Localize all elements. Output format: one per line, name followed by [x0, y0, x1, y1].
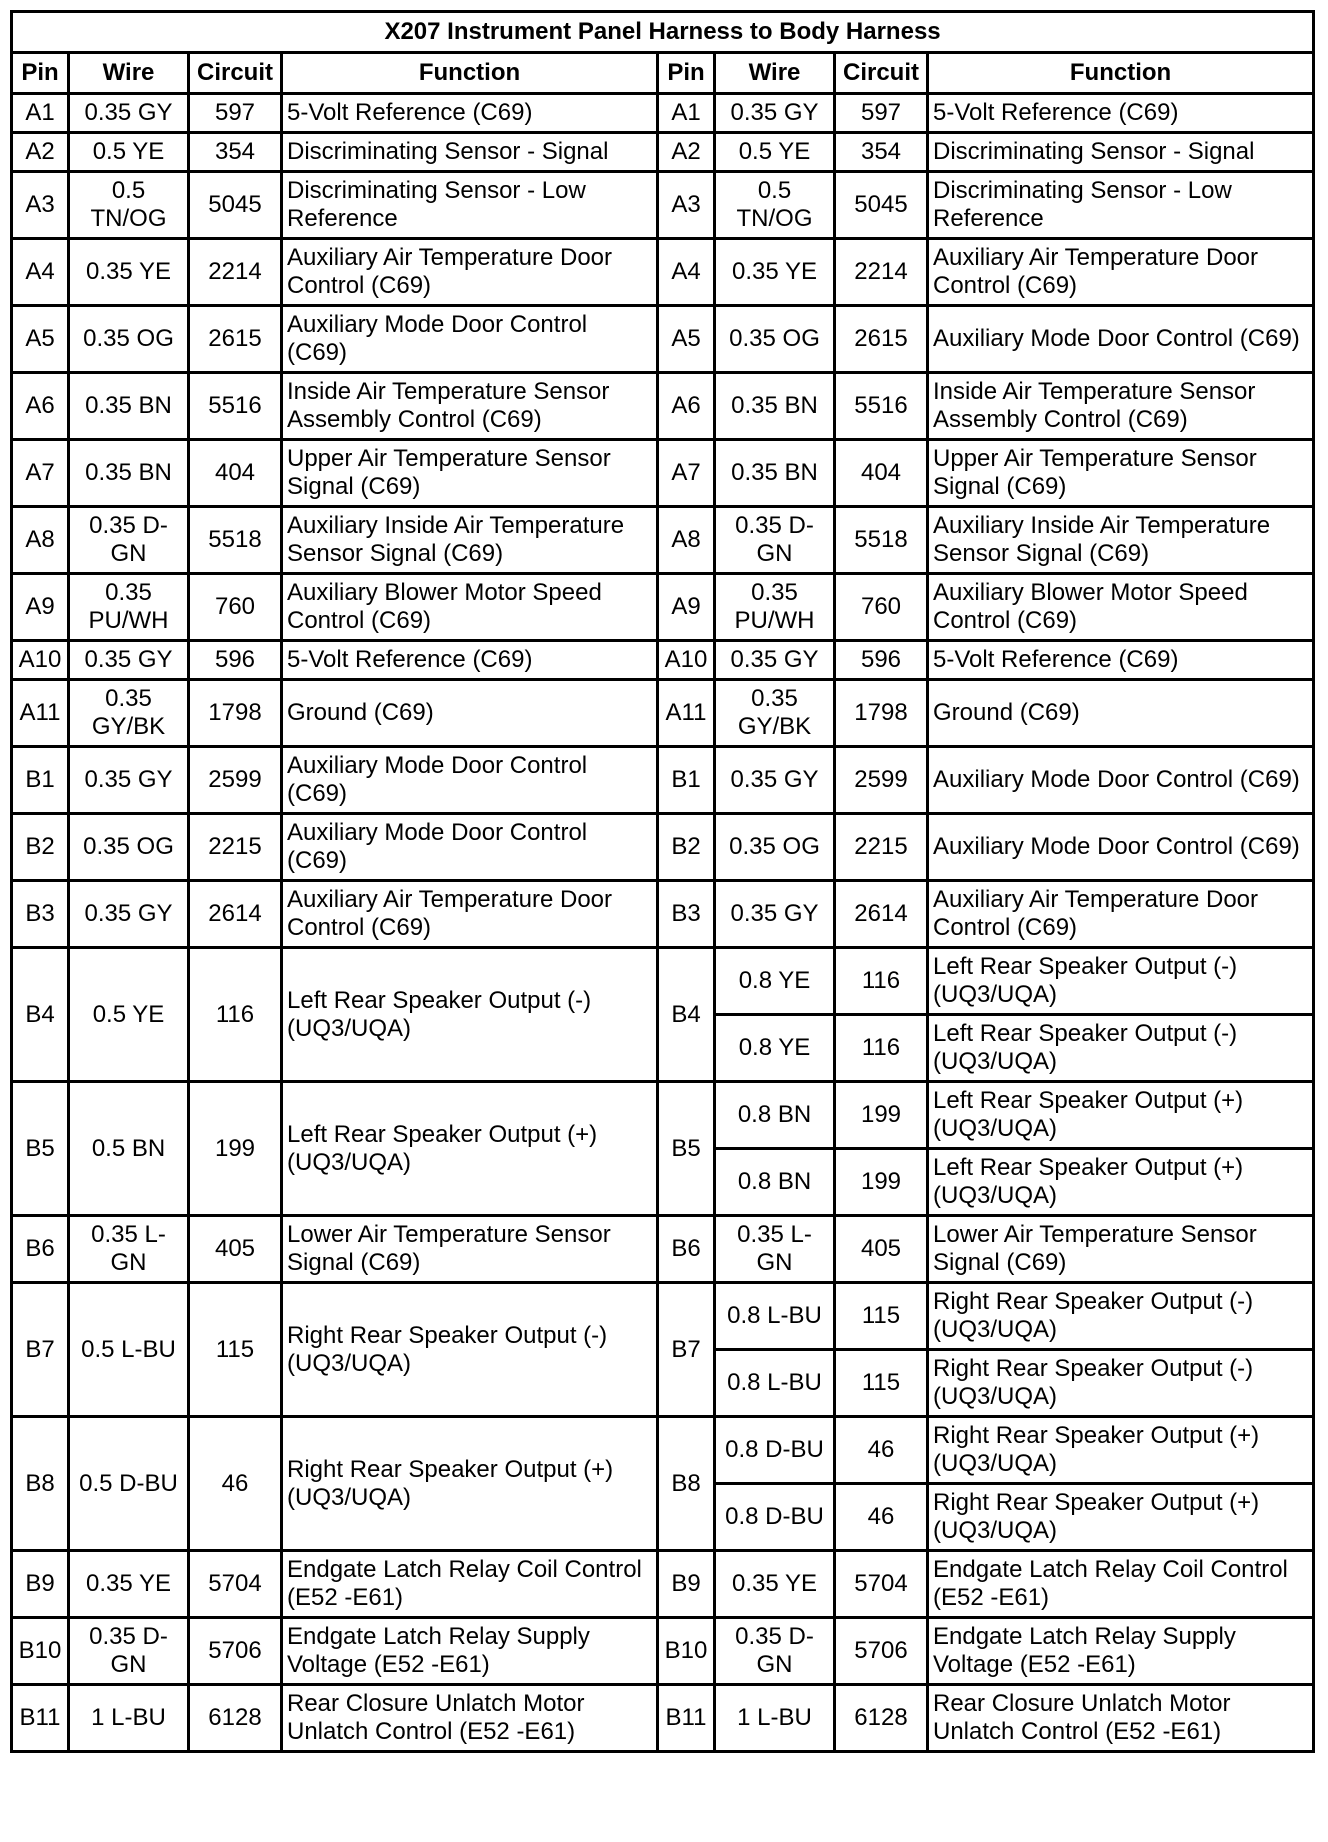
- pin-cell-left: A11: [12, 680, 69, 747]
- function-cell-left: Endgate Latch Relay Coil Control (E52 -E61): [282, 1551, 658, 1618]
- function-cell-right: Rear Closure Unlatch Motor Unlatch Control (E52 -E61): [928, 1685, 1314, 1752]
- pin-cell-right: B1: [658, 747, 715, 814]
- wire-cell-right: 0.35 D-GN: [715, 1618, 835, 1685]
- pin-cell-right: B10: [658, 1618, 715, 1685]
- function-cell-right: Auxiliary Air Temperature Door Control (C69): [928, 881, 1314, 948]
- wire-cell-right: 0.35 GY: [715, 94, 835, 133]
- function-cell-left: Right Rear Speaker Output (+) (UQ3/UQA): [282, 1417, 658, 1551]
- header-wire-right: Wire: [715, 53, 835, 94]
- function-cell-right: Auxiliary Mode Door Control (C69): [928, 747, 1314, 814]
- circuit-cell-left: 6128: [189, 1685, 282, 1752]
- table-row: [12, 1417, 1314, 1484]
- function-cell-left: Upper Air Temperature Sensor Signal (C69): [282, 440, 658, 507]
- wire-cell-left: 0.5 TN/OG: [69, 172, 189, 239]
- wire-cell-right: 0.35 L-GN: [715, 1216, 835, 1283]
- wire-cell-left: 0.35 GY: [69, 881, 189, 948]
- header-circuit-right: Circuit: [835, 53, 928, 94]
- function-cell-left: Auxiliary Mode Door Control (C69): [282, 306, 658, 373]
- function-cell-right: Auxiliary Air Temperature Door Control (C69): [928, 239, 1314, 306]
- table-row: [12, 641, 1314, 680]
- table-row: [12, 306, 1314, 373]
- wire-cell-right: 1 L-BU: [715, 1685, 835, 1752]
- pin-cell-left: A3: [12, 172, 69, 239]
- header-pin-right: Pin: [658, 53, 715, 94]
- function-cell-right: Discriminating Sensor - Low Reference: [928, 172, 1314, 239]
- header-wire-left: Wire: [69, 53, 189, 94]
- wire-cell-right: 0.35 YE: [715, 239, 835, 306]
- wire-cell-left: 0.5 BN: [69, 1082, 189, 1216]
- circuit-cell-left: 2615: [189, 306, 282, 373]
- circuit-cell-left: 5516: [189, 373, 282, 440]
- table-row: [12, 1216, 1314, 1283]
- document-page: [10, 10, 1312, 1753]
- circuit-cell-right: 2214: [835, 239, 928, 306]
- pin-cell-right: B3: [658, 881, 715, 948]
- pin-cell-left: A10: [12, 641, 69, 680]
- pin-cell-left: A2: [12, 133, 69, 172]
- function-cell-left: Right Rear Speaker Output (-) (UQ3/UQA): [282, 1283, 658, 1417]
- circuit-cell-left: 5704: [189, 1551, 282, 1618]
- pin-cell-left: A8: [12, 507, 69, 574]
- wire-cell-right: 0.35 GY: [715, 881, 835, 948]
- wire-cell-right: 0.8 L-BU: [715, 1350, 835, 1417]
- wire-cell-right: 0.8 BN: [715, 1082, 835, 1149]
- circuit-cell-right: 46: [835, 1417, 928, 1484]
- wire-cell-left: 0.5 D-BU: [69, 1417, 189, 1551]
- table-title: X207 Instrument Panel Harness to Body Harness: [12, 12, 1314, 53]
- function-cell-right: Inside Air Temperature Sensor Assembly Control (C69): [928, 373, 1314, 440]
- pin-cell-right: A4: [658, 239, 715, 306]
- function-cell-left: Auxiliary Inside Air Temperature Sensor Signal (C69): [282, 507, 658, 574]
- pin-cell-right: B4: [658, 948, 715, 1082]
- circuit-cell-right: 5704: [835, 1551, 928, 1618]
- wire-cell-right: 0.8 YE: [715, 1015, 835, 1082]
- function-cell-right: Ground (C69): [928, 680, 1314, 747]
- circuit-cell-right: 2615: [835, 306, 928, 373]
- header-function-left: Function: [282, 53, 658, 94]
- circuit-cell-right: 1798: [835, 680, 928, 747]
- wire-cell-right: 0.35 D-GN: [715, 507, 835, 574]
- circuit-cell-left: 404: [189, 440, 282, 507]
- wire-cell-right: 0.8 D-BU: [715, 1484, 835, 1551]
- wire-cell-right: 0.35 GY: [715, 641, 835, 680]
- circuit-cell-right: 6128: [835, 1685, 928, 1752]
- table-row: [12, 94, 1314, 133]
- pin-cell-left: B9: [12, 1551, 69, 1618]
- pin-cell-right: A1: [658, 94, 715, 133]
- circuit-cell-right: 2599: [835, 747, 928, 814]
- table-row: [12, 680, 1314, 747]
- circuit-cell-right: 116: [835, 948, 928, 1015]
- table-row: [12, 133, 1314, 172]
- wire-cell-right: 0.35 YE: [715, 1551, 835, 1618]
- circuit-cell-left: 2599: [189, 747, 282, 814]
- pin-cell-left: B3: [12, 881, 69, 948]
- wire-cell-right: 0.35 BN: [715, 440, 835, 507]
- pin-cell-left: B2: [12, 814, 69, 881]
- function-cell-left: 5-Volt Reference (C69): [282, 94, 658, 133]
- header-circuit-left: Circuit: [189, 53, 282, 94]
- pin-cell-left: B5: [12, 1082, 69, 1216]
- pin-cell-left: B8: [12, 1417, 69, 1551]
- function-cell-left: Lower Air Temperature Sensor Signal (C69): [282, 1216, 658, 1283]
- pin-cell-right: A11: [658, 680, 715, 747]
- header-pin-left: Pin: [12, 53, 69, 94]
- function-cell-left: Ground (C69): [282, 680, 658, 747]
- pin-cell-right: B8: [658, 1417, 715, 1551]
- wire-cell-left: 0.35 GY: [69, 94, 189, 133]
- circuit-cell-right: 405: [835, 1216, 928, 1283]
- function-cell-left: Left Rear Speaker Output (-) (UQ3/UQA): [282, 948, 658, 1082]
- wire-cell-left: 0.5 L-BU: [69, 1283, 189, 1417]
- function-cell-right: Lower Air Temperature Sensor Signal (C69): [928, 1216, 1314, 1283]
- wire-cell-left: 0.35 L-GN: [69, 1216, 189, 1283]
- function-cell-left: Discriminating Sensor - Low Reference: [282, 172, 658, 239]
- function-cell-right: Left Rear Speaker Output (+) (UQ3/UQA): [928, 1149, 1314, 1216]
- function-cell-right: Right Rear Speaker Output (-) (UQ3/UQA): [928, 1350, 1314, 1417]
- function-cell-left: Inside Air Temperature Sensor Assembly Control (C69): [282, 373, 658, 440]
- wire-cell-right: 0.8 D-BU: [715, 1417, 835, 1484]
- function-cell-right: Left Rear Speaker Output (+) (UQ3/UQA): [928, 1082, 1314, 1149]
- function-cell-right: Left Rear Speaker Output (-) (UQ3/UQA): [928, 948, 1314, 1015]
- pin-cell-right: A7: [658, 440, 715, 507]
- pin-cell-left: A9: [12, 574, 69, 641]
- function-cell-right: Endgate Latch Relay Supply Voltage (E52 -E61): [928, 1618, 1314, 1685]
- table-row: [12, 747, 1314, 814]
- pin-cell-right: B6: [658, 1216, 715, 1283]
- wire-cell-left: 0.5 YE: [69, 948, 189, 1082]
- pin-cell-left: B11: [12, 1685, 69, 1752]
- wire-cell-left: 0.35 GY/BK: [69, 680, 189, 747]
- wire-cell-right: 0.35 OG: [715, 306, 835, 373]
- pin-cell-right: B11: [658, 1685, 715, 1752]
- function-cell-left: Left Rear Speaker Output (+) (UQ3/UQA): [282, 1082, 658, 1216]
- pin-cell-right: A8: [658, 507, 715, 574]
- pin-cell-right: A3: [658, 172, 715, 239]
- function-cell-right: Endgate Latch Relay Coil Control (E52 -E61): [928, 1551, 1314, 1618]
- function-cell-left: Rear Closure Unlatch Motor Unlatch Control (E52 -E61): [282, 1685, 658, 1752]
- function-cell-right: Left Rear Speaker Output (-) (UQ3/UQA): [928, 1015, 1314, 1082]
- pin-cell-left: B4: [12, 948, 69, 1082]
- wire-cell-left: 0.35 BN: [69, 440, 189, 507]
- pin-cell-left: A6: [12, 373, 69, 440]
- function-cell-left: 5-Volt Reference (C69): [282, 641, 658, 680]
- circuit-cell-left: 2214: [189, 239, 282, 306]
- circuit-cell-left: 5706: [189, 1618, 282, 1685]
- table-body: [12, 94, 1314, 1752]
- table-row: [12, 239, 1314, 306]
- wire-cell-right: 0.35 OG: [715, 814, 835, 881]
- wire-cell-right: 0.8 L-BU: [715, 1283, 835, 1350]
- circuit-cell-right: 116: [835, 1015, 928, 1082]
- wire-cell-right: 0.35 BN: [715, 373, 835, 440]
- circuit-cell-right: 760: [835, 574, 928, 641]
- wire-cell-right: 0.35 PU/WH: [715, 574, 835, 641]
- wire-cell-left: 0.35 YE: [69, 1551, 189, 1618]
- function-cell-right: Upper Air Temperature Sensor Signal (C69): [928, 440, 1314, 507]
- function-cell-left: Auxiliary Air Temperature Door Control (C69): [282, 881, 658, 948]
- circuit-cell-right: 5516: [835, 373, 928, 440]
- pin-cell-left: A1: [12, 94, 69, 133]
- function-cell-right: Auxiliary Mode Door Control (C69): [928, 814, 1314, 881]
- function-cell-left: Endgate Latch Relay Supply Voltage (E52 -E61): [282, 1618, 658, 1685]
- circuit-cell-left: 1798: [189, 680, 282, 747]
- function-cell-right: Discriminating Sensor - Signal: [928, 133, 1314, 172]
- circuit-cell-left: 199: [189, 1082, 282, 1216]
- wire-cell-left: 1 L-BU: [69, 1685, 189, 1752]
- wire-cell-right: 0.35 GY/BK: [715, 680, 835, 747]
- wire-cell-left: 0.5 YE: [69, 133, 189, 172]
- table-row: [12, 373, 1314, 440]
- table-row: [12, 1082, 1314, 1149]
- table-row: [12, 814, 1314, 881]
- function-cell-right: Auxiliary Blower Motor Speed Control (C69): [928, 574, 1314, 641]
- circuit-cell-right: 2614: [835, 881, 928, 948]
- table-row: [12, 881, 1314, 948]
- pin-cell-right: A9: [658, 574, 715, 641]
- function-cell-right: Auxiliary Inside Air Temperature Sensor Signal (C69): [928, 507, 1314, 574]
- pin-cell-right: A5: [658, 306, 715, 373]
- table-row: [12, 1618, 1314, 1685]
- circuit-cell-right: 5518: [835, 507, 928, 574]
- wire-cell-left: 0.35 OG: [69, 306, 189, 373]
- circuit-cell-left: 5518: [189, 507, 282, 574]
- function-cell-left: Auxiliary Mode Door Control (C69): [282, 747, 658, 814]
- wire-cell-left: 0.35 D-GN: [69, 1618, 189, 1685]
- function-cell-right: Right Rear Speaker Output (-) (UQ3/UQA): [928, 1283, 1314, 1350]
- circuit-cell-left: 405: [189, 1216, 282, 1283]
- wire-cell-left: 0.35 OG: [69, 814, 189, 881]
- pin-cell-left: A4: [12, 239, 69, 306]
- circuit-cell-right: 596: [835, 641, 928, 680]
- circuit-cell-right: 5706: [835, 1618, 928, 1685]
- wire-cell-right: 0.8 BN: [715, 1149, 835, 1216]
- function-cell-right: Right Rear Speaker Output (+) (UQ3/UQA): [928, 1417, 1314, 1484]
- circuit-cell-right: 115: [835, 1283, 928, 1350]
- wire-cell-right: 0.5 TN/OG: [715, 172, 835, 239]
- pin-cell-right: B7: [658, 1283, 715, 1417]
- function-cell-left: Auxiliary Blower Motor Speed Control (C69): [282, 574, 658, 641]
- circuit-cell-left: 2215: [189, 814, 282, 881]
- wire-cell-left: 0.35 GY: [69, 641, 189, 680]
- table-row: [12, 574, 1314, 641]
- pin-cell-left: B1: [12, 747, 69, 814]
- circuit-cell-left: 115: [189, 1283, 282, 1417]
- circuit-cell-right: 2215: [835, 814, 928, 881]
- circuit-cell-right: 354: [835, 133, 928, 172]
- wire-cell-left: 0.35 GY: [69, 747, 189, 814]
- table-row: [12, 172, 1314, 239]
- table-row: [12, 1551, 1314, 1618]
- pin-cell-left: B6: [12, 1216, 69, 1283]
- header-function-right: Function: [928, 53, 1314, 94]
- circuit-cell-left: 760: [189, 574, 282, 641]
- circuit-cell-right: 199: [835, 1149, 928, 1216]
- connector-table: [10, 10, 1315, 1753]
- circuit-cell-left: 597: [189, 94, 282, 133]
- circuit-cell-left: 2614: [189, 881, 282, 948]
- pin-cell-left: B10: [12, 1618, 69, 1685]
- table-row: [12, 440, 1314, 507]
- pin-cell-right: A6: [658, 373, 715, 440]
- circuit-cell-left: 5045: [189, 172, 282, 239]
- pin-cell-right: A10: [658, 641, 715, 680]
- table-row: [12, 507, 1314, 574]
- wire-cell-left: 0.35 PU/WH: [69, 574, 189, 641]
- pin-cell-left: A7: [12, 440, 69, 507]
- circuit-cell-right: 115: [835, 1350, 928, 1417]
- pin-cell-left: A5: [12, 306, 69, 373]
- circuit-cell-left: 116: [189, 948, 282, 1082]
- pin-cell-right: B9: [658, 1551, 715, 1618]
- wire-cell-right: 0.35 GY: [715, 747, 835, 814]
- pin-cell-right: B5: [658, 1082, 715, 1216]
- function-cell-right: Right Rear Speaker Output (+) (UQ3/UQA): [928, 1484, 1314, 1551]
- wire-cell-left: 0.35 YE: [69, 239, 189, 306]
- circuit-cell-right: 199: [835, 1082, 928, 1149]
- circuit-cell-right: 404: [835, 440, 928, 507]
- circuit-cell-left: 354: [189, 133, 282, 172]
- circuit-cell-right: 46: [835, 1484, 928, 1551]
- wire-cell-right: 0.8 YE: [715, 948, 835, 1015]
- table-row: [12, 1685, 1314, 1752]
- wire-cell-left: 0.35 D-GN: [69, 507, 189, 574]
- circuit-cell-left: 46: [189, 1417, 282, 1551]
- pin-cell-left: B7: [12, 1283, 69, 1417]
- pin-cell-right: B2: [658, 814, 715, 881]
- circuit-cell-right: 5045: [835, 172, 928, 239]
- function-cell-right: 5-Volt Reference (C69): [928, 641, 1314, 680]
- function-cell-right: 5-Volt Reference (C69): [928, 94, 1314, 133]
- pin-cell-right: A2: [658, 133, 715, 172]
- table-row: [12, 1283, 1314, 1350]
- function-cell-left: Auxiliary Air Temperature Door Control (C69): [282, 239, 658, 306]
- wire-cell-right: 0.5 YE: [715, 133, 835, 172]
- circuit-cell-right: 597: [835, 94, 928, 133]
- wire-cell-left: 0.35 BN: [69, 373, 189, 440]
- function-cell-left: Auxiliary Mode Door Control (C69): [282, 814, 658, 881]
- circuit-cell-left: 596: [189, 641, 282, 680]
- function-cell-left: Discriminating Sensor - Signal: [282, 133, 658, 172]
- table-row: [12, 948, 1314, 1015]
- function-cell-right: Auxiliary Mode Door Control (C69): [928, 306, 1314, 373]
